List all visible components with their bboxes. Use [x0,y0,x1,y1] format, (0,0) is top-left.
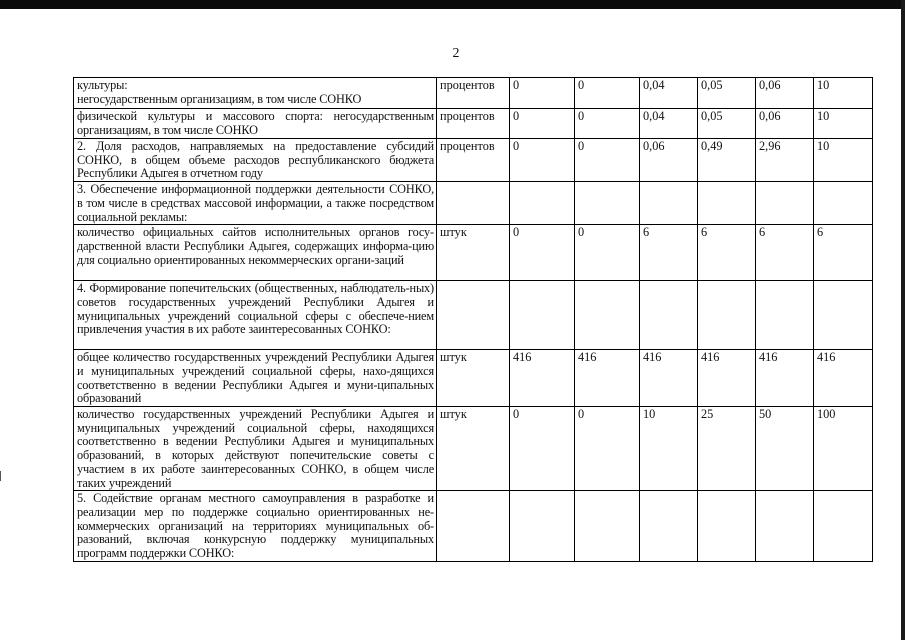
row-value [640,182,698,225]
row-text-line: культуры: негосударственным организациям, в том числе СОНКО [77,78,362,106]
row-value [510,491,575,562]
table-row [74,182,873,225]
table-row [74,225,873,281]
row-value [814,491,873,562]
row-value: 0 [575,225,640,281]
row-unit: процентов [437,109,510,139]
row-value: 10 [814,78,873,109]
row-value: 0 [575,139,640,182]
scan-top-border [0,0,905,9]
row-value: 6 [698,225,756,281]
row-value: 100 [814,407,873,491]
row-description: количество государственных учреждений Республики Адыгея и муниципальных учреждений социальной сферы, находящихся соответственно в ведении Республики Адыгея и муниципальных образований, в которых действуют попечительские советы с участием в их работе заинтересованных СОНКО, в общем числе таких учреждений [74,407,437,491]
row-unit: процентов [437,139,510,182]
row-value: 416 [756,350,814,407]
row-value [575,281,640,350]
row-value: 0,06 [756,78,814,109]
row-value [640,281,698,350]
row-description: 3. Обеспечение информационной поддержки деятельности СОНКО, в том числе в средствах массовой информации, а также посредством социальной рекламы: [74,182,437,225]
row-description: физической культуры и массового спорта: негосударственным организациям, в том числе СОНКО [74,109,437,139]
row-value: 50 [756,407,814,491]
table-row [74,407,873,491]
table-row [74,350,873,407]
row-value: 0 [510,109,575,139]
row-value [575,182,640,225]
row-value [698,182,756,225]
row-value: 416 [814,350,873,407]
row-description [74,78,437,109]
row-value: 10 [814,139,873,182]
row-value: 0 [510,139,575,182]
row-unit [437,182,510,225]
row-value: 0,04 [640,78,698,109]
row-value [640,491,698,562]
row-value: 0 [510,407,575,491]
row-unit: процентов [437,78,510,109]
row-value: 0 [510,78,575,109]
table-row [74,491,873,562]
row-unit: штук [437,407,510,491]
table-row [74,109,873,139]
row-value [756,182,814,225]
row-description: 4. Формирование попечительских (общественных, наблюдатель-ных) советов государственных учреждений Республики Адыгея и муниципальных учреждений социальной сферы с обеспече-нием привлечения участия в их работе заинтересованных СОНКО: [74,281,437,350]
row-value [814,281,873,350]
row-unit [437,281,510,350]
table-row [74,281,873,350]
row-description: 5. Содействие органам местного самоуправления в разработке и реализации мер по поддержке социально ориентированных не-коммерческих организаций на территориях муниципальных об-разований, включая конкурсную поддержку муниципальных программ поддержки СОНКО: [74,491,437,562]
row-value: 0,04 [640,109,698,139]
row-value [814,182,873,225]
table-row [74,139,873,182]
row-unit [437,491,510,562]
row-value: 25 [698,407,756,491]
row-value: 6 [640,225,698,281]
row-unit: штук [437,350,510,407]
row-value: 0,05 [698,78,756,109]
row-value: 416 [575,350,640,407]
row-value: 0,49 [698,139,756,182]
indicators-table [73,77,873,562]
row-value: 0,06 [756,109,814,139]
row-value [756,491,814,562]
row-value: 10 [814,109,873,139]
row-value: 0,05 [698,109,756,139]
row-description: количество официальных сайтов исполнительных органов госу-дарственной власти Республики Адыгея, содержащих информа-цию для социально ориентированных некоммерческих органи-заций [74,225,437,281]
row-value: 6 [814,225,873,281]
row-value [510,281,575,350]
page-number: 2 [452,46,460,61]
row-value: 416 [510,350,575,407]
scan-right-border [901,0,905,640]
row-value [698,281,756,350]
row-value: 0 [575,78,640,109]
row-value: 416 [640,350,698,407]
row-value [698,491,756,562]
scan-margin-mark [0,471,1,481]
row-value: 0,06 [640,139,698,182]
row-value: 0 [575,109,640,139]
row-value [575,491,640,562]
row-value: 416 [698,350,756,407]
row-unit: штук [437,225,510,281]
row-value: 2,96 [756,139,814,182]
row-description: 2. Доля расходов, направляемых на предоставление субсидий СОНКО, в общем объеме расходов республиканского бюджета Республики Адыгея в отчетном году [74,139,437,182]
row-description: общее количество государственных учреждений Республики Адыгея и муниципальных учреждений социальной сферы, нахо-дящихся соответственно в ведении Республики Адыгея и муни-ципальных образований [74,350,437,407]
row-value [510,182,575,225]
table-row [74,78,873,109]
row-value: 0 [510,225,575,281]
row-value: 0 [575,407,640,491]
row-value: 6 [756,225,814,281]
row-value [756,281,814,350]
row-value: 10 [640,407,698,491]
